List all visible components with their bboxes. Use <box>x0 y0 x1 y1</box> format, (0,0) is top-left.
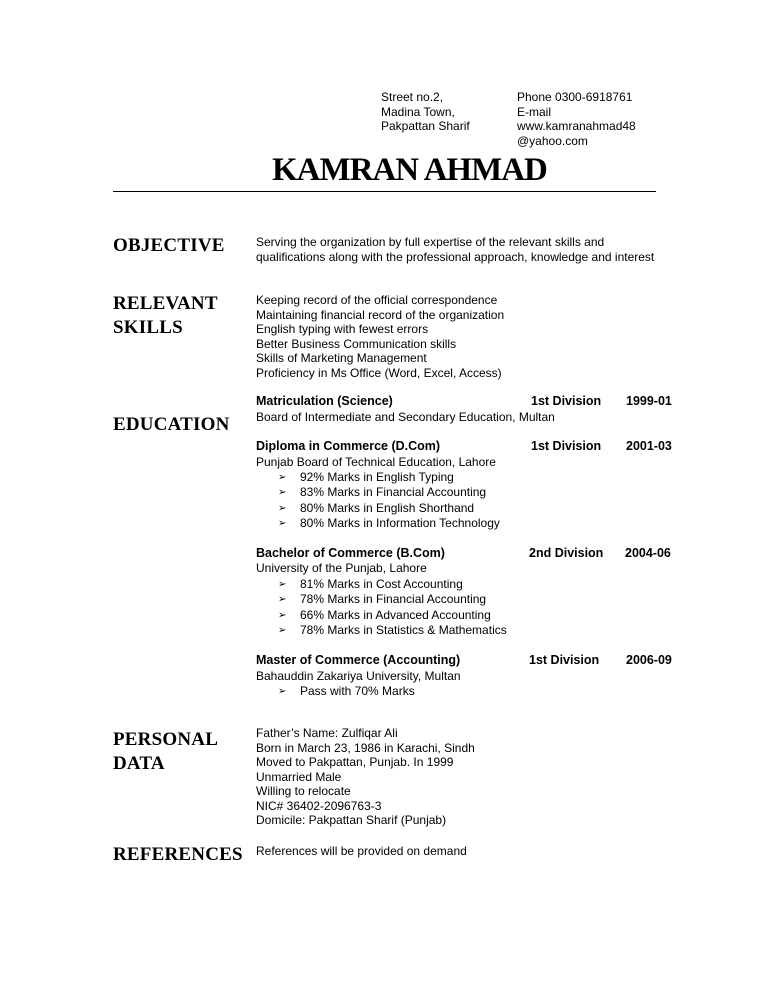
skill-item: Better Business Communication skills <box>256 336 457 351</box>
bullet-arrow-icon: ➢ <box>278 472 287 483</box>
edu-degree: Matriculation (Science) <box>256 394 393 408</box>
skill-item: English typing with fewest errors <box>256 322 429 336</box>
phone-text: Phone 0300-6918761 <box>517 90 633 104</box>
bullet-arrow-icon: ➢ <box>278 594 287 606</box>
edu-bullet-text: 78% Marks in Financial Accounting <box>300 592 487 607</box>
edu-board: University of the Punjab, Lahore <box>256 561 427 575</box>
personal-list <box>256 726 475 828</box>
edu-board: Punjab Board of Technical Education, Lahore <box>256 455 496 469</box>
personal-item: Father’s Name: Zulfiqar Ali <box>256 726 398 740</box>
edu-bullet-text: 80% Marks in Information Technology <box>300 516 500 531</box>
email-address-part1: www.kamranahmad48 <box>517 119 636 133</box>
address-line: Street no.2, <box>381 90 444 104</box>
bullet-arrow-icon: ➢ <box>278 487 287 499</box>
skills-heading-line: SKILLS <box>113 317 183 338</box>
references-heading: REFERENCES <box>113 844 243 865</box>
skill-item: Keeping record of the official correspondence <box>256 293 498 307</box>
contact-block <box>517 90 636 148</box>
edu-years: 2006-09 <box>626 653 672 667</box>
edu-years: 2001-03 <box>626 439 672 453</box>
bullet-arrow-icon: ➢ <box>278 625 287 637</box>
edu-division: 1st Division <box>531 394 602 408</box>
edu-division: 1st Division <box>529 653 600 667</box>
objective-text <box>256 235 654 264</box>
skills-heading-line: RELEVANT <box>113 293 218 314</box>
skill-item: Skills of Marketing Management <box>256 351 427 365</box>
candidate-name: KAMRAN AHMAD <box>272 152 547 188</box>
header-divider <box>113 191 656 192</box>
personal-heading <box>113 728 218 776</box>
edu-bullet-text: 78% Marks in Statistics & Mathematics <box>300 623 507 638</box>
objective-line: Serving the organization by full expertise of the relevant skills and <box>256 235 605 249</box>
edu-bullet-item <box>278 623 507 638</box>
edu-bullet-text: 80% Marks in English Shorthand <box>300 500 475 515</box>
edu-years: 2004-06 <box>625 546 671 560</box>
address-block <box>381 90 470 134</box>
edu-division: 2nd Division <box>529 546 604 560</box>
edu-bullet-item <box>278 577 507 592</box>
personal-item: Domicile: Pakpattan Sharif (Punjab) <box>256 813 447 827</box>
edu-degree: Bachelor of Commerce (B.Com) <box>256 546 445 560</box>
edu-bullet-item <box>278 684 415 699</box>
edu-degree: Master of Commerce (Accounting) <box>256 653 461 667</box>
objective-line: qualifications along with the professional approach, knowledge and interest <box>256 249 655 264</box>
personal-item: NIC# 36402-2096763-3 <box>256 798 382 813</box>
bullet-arrow-icon: ➢ <box>278 609 287 621</box>
personal-item: Willing to relocate <box>256 784 351 798</box>
skill-item: Maintaining financial record of the organization <box>256 307 505 322</box>
references-text: References will be provided on demand <box>256 844 467 858</box>
edu-degree: Diploma in Commerce (D.Com) <box>256 439 441 453</box>
edu-years: 1999-01 <box>626 394 672 408</box>
email-address-part2: @yahoo.com <box>517 133 588 148</box>
skill-item: Proficiency in Ms Office (Word, Excel, Access) <box>256 365 502 380</box>
edu-bullet-item <box>278 470 500 485</box>
edu-bullet-item <box>278 485 500 500</box>
edu-bullet-text: Pass with 70% Marks <box>300 684 415 698</box>
edu-bullet-text: 92% Marks in English Typing <box>300 470 454 484</box>
edu-bullet-item <box>278 500 500 516</box>
edu-bullet-list <box>278 577 507 639</box>
personal-item: Moved to Pakpattan, Punjab. In 1999 <box>256 755 454 769</box>
bullet-arrow-icon: ➢ <box>278 518 287 530</box>
edu-bullet-text: 66% Marks in Advanced Accounting <box>300 607 491 622</box>
address-line: Pakpattan Sharif <box>381 119 470 133</box>
bullet-arrow-icon: ➢ <box>278 686 287 697</box>
personal-item: Unmarried Male <box>256 769 342 784</box>
personal-item: Born in March 23, 1986 in Karachi, Sindh <box>256 740 475 755</box>
edu-board: Board of Intermediate and Secondary Education, Multan <box>256 410 555 424</box>
bullet-arrow-icon: ➢ <box>278 579 287 590</box>
edu-bullet-item <box>278 592 507 607</box>
email-label: E-mail <box>517 104 552 119</box>
edu-bullet-list <box>278 470 500 532</box>
objective-heading: OBJECTIVE <box>113 235 225 256</box>
edu-bullet-text: 81% Marks in Cost Accounting <box>300 577 463 591</box>
edu-bullet-text: 83% Marks in Financial Accounting <box>300 485 487 500</box>
personal-heading-line: DATA <box>113 753 165 774</box>
address-line: Madina Town, <box>381 104 455 119</box>
edu-bullet-item <box>278 607 507 623</box>
edu-bullet-list <box>278 684 415 699</box>
skills-list <box>256 293 504 380</box>
edu-board: Bahauddin Zakariya University, Multan <box>256 669 461 683</box>
bullet-arrow-icon: ➢ <box>278 502 287 514</box>
skills-heading <box>113 292 218 340</box>
edu-division: 1st Division <box>531 439 602 453</box>
education-heading: EDUCATION <box>113 414 230 435</box>
edu-bullet-item <box>278 516 500 531</box>
personal-heading-line: PERSONAL <box>113 729 219 750</box>
